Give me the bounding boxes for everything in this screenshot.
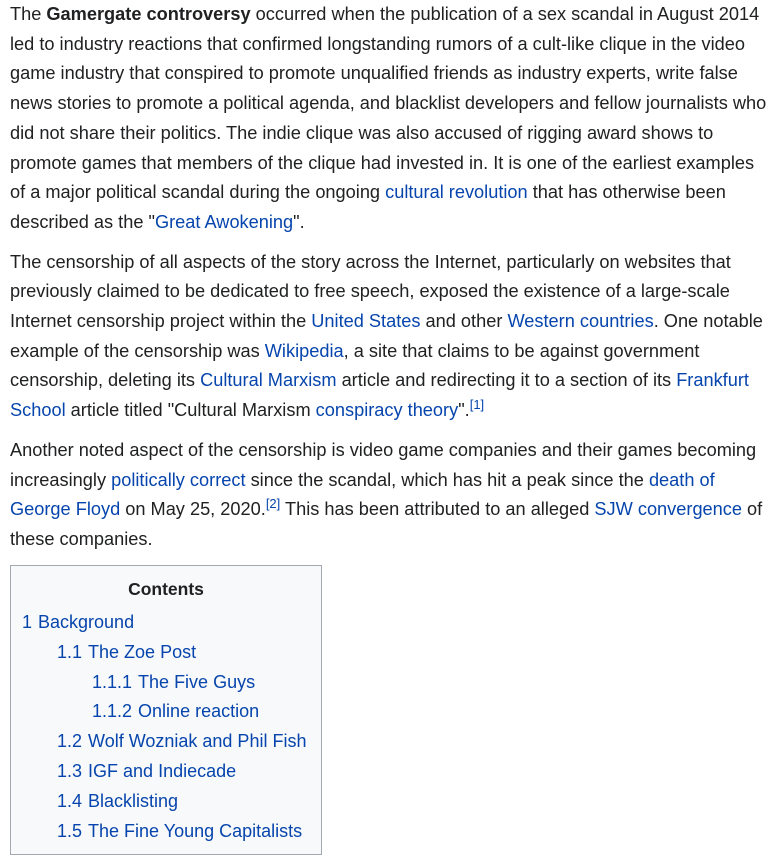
text: ".	[458, 400, 470, 421]
toc-label: The Fine Young Capitalists	[88, 820, 303, 841]
toc-number: 1.3	[57, 760, 83, 781]
toc-label: The Zoe Post	[88, 641, 197, 662]
link-sjw-convergence[interactable]: SJW convergence	[594, 499, 742, 520]
link-frankfurt-school[interactable]: Frankfurt School	[10, 370, 749, 421]
text: on May 25, 2020.	[120, 499, 266, 520]
link-cultural-marxism[interactable]: Cultural Marxism	[200, 370, 337, 391]
toc-link[interactable]	[57, 761, 236, 781]
text: Another noted aspect of the censorship is video game companies and their games becoming increasingly	[10, 439, 757, 490]
game-companies-paragraph	[10, 436, 770, 555]
toc-number: 1.5	[57, 820, 83, 841]
toc-link[interactable]	[57, 642, 196, 662]
toc-link[interactable]	[57, 821, 302, 841]
link-western-countries[interactable]: Western countries	[507, 311, 654, 332]
toc-label: Wolf Wozniak and Phil Fish	[88, 731, 307, 752]
text: , a site that claims to be against government censorship, deleting its	[10, 340, 700, 391]
intro-paragraph	[10, 0, 770, 238]
text: and other	[420, 311, 508, 332]
toc-item-zoe-post	[11, 638, 321, 668]
text: The	[10, 4, 47, 24]
toc-label: The Five Guys	[138, 671, 256, 692]
toc-number: 1.1.2	[92, 701, 133, 722]
toc-link[interactable]	[57, 731, 306, 751]
link-cultural-revolution[interactable]: cultural revolution	[385, 182, 528, 203]
toc-number: 1	[22, 612, 33, 632]
toc-item-background	[11, 608, 321, 638]
toc-link[interactable]	[92, 701, 259, 721]
censorship-paragraph	[10, 248, 770, 426]
link-united-states[interactable]: United States	[311, 311, 421, 332]
toc-link[interactable]	[92, 672, 255, 692]
text: that has otherwise been described as the "	[10, 182, 726, 232]
toc-item-igf-indiecade	[11, 757, 321, 787]
toc-item-blacklisting	[11, 787, 321, 817]
toc-title: Contents	[128, 579, 204, 599]
toc-number: 1.2	[57, 731, 83, 752]
link-great-awokening[interactable]: Great Awokening	[154, 211, 294, 232]
text: since the scandal, which has hit a peak since the	[245, 469, 649, 490]
table-of-contents	[10, 565, 322, 855]
toc-number: 1.1	[57, 641, 83, 662]
toc-label: Blacklisting	[88, 790, 179, 811]
text: of these companies.	[10, 499, 763, 549]
reference-2[interactable]: [2]	[265, 496, 281, 512]
link-politically-correct[interactable]: politically correct	[111, 469, 246, 490]
toc-label: Online reaction	[138, 701, 260, 722]
article-body	[10, 0, 770, 565]
toc-label: IGF and Indiecade	[88, 760, 237, 781]
text: The censorship of all aspects of the story across the Internet, particularly on websites that previously claimed to be dedicated to free speech, exposed the existence of a large-scale Internet censorship project within the	[10, 251, 731, 332]
link-death-of-george-floyd[interactable]: death of George Floyd	[10, 469, 715, 520]
text: article and redirecting it to a section of its	[336, 370, 677, 391]
toc-item-five-guys	[11, 668, 321, 698]
toc-label: Background	[38, 612, 135, 632]
text: article titled "Cultural Marxism	[65, 400, 316, 421]
toc-number: 1.4	[57, 790, 83, 811]
article-subject-bold: Gamergate controversy	[46, 4, 251, 24]
toc-link[interactable]	[57, 791, 178, 811]
toc-item-online-reaction	[11, 697, 321, 727]
text: occurred when the publication of a sex scandal in August 2014 led to industry reactions that confirmed longstanding rumors of a cult-like clique in the video game industry that conspired to promote unqualified friends as industry experts, write false news stories to promote a political agenda, and blacklist developers and fellow journalists who did not share their politics. The indie clique was also accused of rigging award shows to promote games that members of the clique had invested in. It is one of the earliest examples of a major political scandal during the ongoing	[10, 4, 767, 203]
toc-list	[11, 608, 321, 846]
text: . One notable example of the censorship was	[10, 311, 763, 361]
text: ".	[293, 211, 305, 232]
link-wikipedia[interactable]: Wikipedia	[264, 340, 344, 361]
toc-item-wolf-wozniak-phil-fish	[11, 727, 321, 757]
text: This has been attributed to an alleged	[280, 499, 595, 520]
toc-item-fine-young-capitalists	[11, 817, 321, 847]
reference-1[interactable]: [1]	[469, 397, 485, 413]
toc-number: 1.1.1	[92, 671, 133, 692]
toc-link[interactable]	[22, 612, 134, 632]
link-conspiracy-theory[interactable]: conspiracy theory	[315, 400, 459, 421]
